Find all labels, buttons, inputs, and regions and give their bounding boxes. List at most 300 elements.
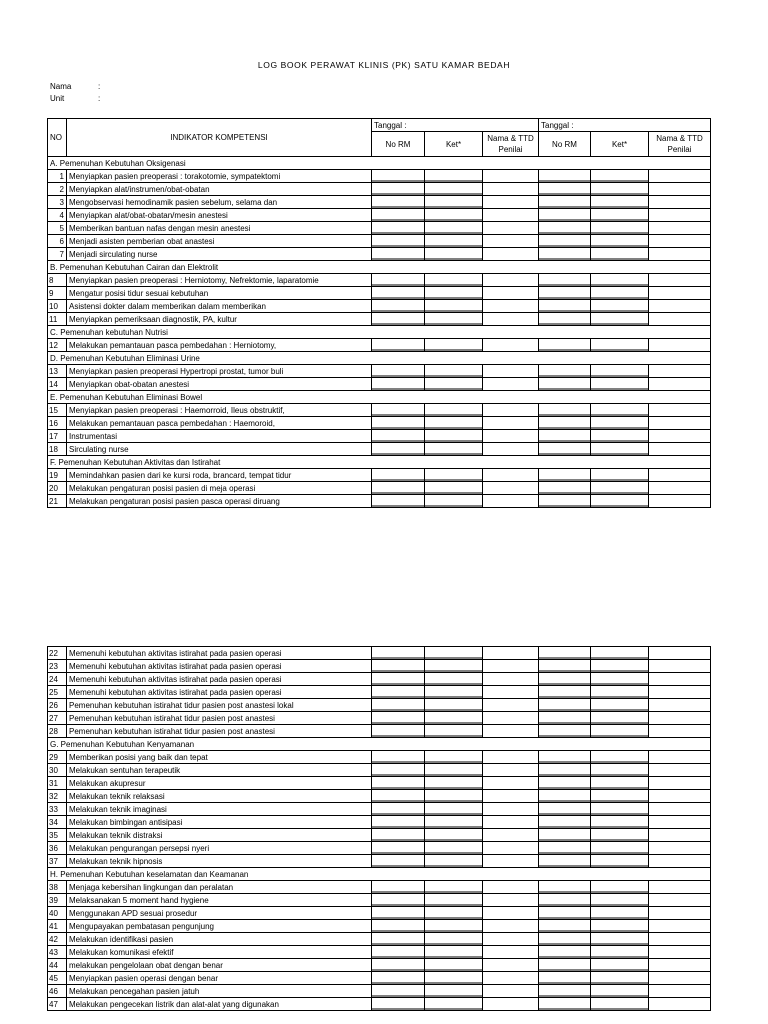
ket-cell[interactable] <box>591 183 649 196</box>
no-rm-cell[interactable] <box>372 235 425 248</box>
nama-ttd-cell[interactable] <box>649 946 711 959</box>
nama-ttd-cell[interactable] <box>649 712 711 725</box>
nama-ttd-cell[interactable] <box>483 855 539 868</box>
nama-ttd-cell[interactable] <box>649 313 711 326</box>
nama-ttd-cell[interactable] <box>649 764 711 777</box>
no-rm-cell[interactable] <box>539 183 591 196</box>
table-row <box>48 365 711 378</box>
ket-cell[interactable] <box>591 378 649 391</box>
ket-cell[interactable] <box>425 673 483 686</box>
nama-ttd-cell[interactable] <box>483 946 539 959</box>
ket-cell[interactable] <box>591 647 649 660</box>
ket-cell[interactable] <box>591 712 649 725</box>
no-rm-cell[interactable] <box>372 647 425 660</box>
nama-ttd-cell[interactable] <box>483 699 539 712</box>
ket-cell[interactable] <box>591 907 649 920</box>
no-rm-cell[interactable] <box>539 712 591 725</box>
no-rm-cell[interactable] <box>372 790 425 803</box>
ket-cell[interactable] <box>425 365 483 378</box>
ket-cell[interactable] <box>425 959 483 972</box>
ket-cell[interactable] <box>425 777 483 790</box>
no-rm-cell[interactable] <box>372 378 425 391</box>
nama-ttd-cell[interactable] <box>483 751 539 764</box>
nama-ttd-cell[interactable] <box>483 959 539 972</box>
no-rm-cell[interactable] <box>539 673 591 686</box>
no-rm-cell[interactable] <box>372 829 425 842</box>
no-rm-cell[interactable] <box>539 907 591 920</box>
nama-ttd-cell[interactable] <box>649 248 711 261</box>
ket-cell[interactable] <box>425 816 483 829</box>
no-rm-cell[interactable] <box>372 660 425 673</box>
ket-cell[interactable] <box>591 998 649 1011</box>
nama-ttd-cell[interactable] <box>649 495 711 508</box>
nama-ttd-cell[interactable] <box>649 274 711 287</box>
nama-ttd-cell[interactable] <box>649 855 711 868</box>
no-rm-cell[interactable] <box>539 816 591 829</box>
ket-cell[interactable] <box>591 803 649 816</box>
ket-cell[interactable] <box>591 959 649 972</box>
nama-ttd-cell[interactable] <box>483 790 539 803</box>
ket-cell[interactable] <box>591 482 649 495</box>
ket-cell[interactable] <box>425 248 483 261</box>
no-rm-cell[interactable] <box>539 235 591 248</box>
nama-ttd-cell[interactable] <box>483 170 539 183</box>
nama-ttd-cell[interactable] <box>483 842 539 855</box>
nama-ttd-cell[interactable] <box>649 907 711 920</box>
no-rm-cell[interactable] <box>539 469 591 482</box>
nama-ttd-cell[interactable] <box>483 686 539 699</box>
ket-cell[interactable] <box>591 313 649 326</box>
no-rm-cell[interactable] <box>539 170 591 183</box>
ket-cell[interactable] <box>591 287 649 300</box>
no-rm-cell[interactable] <box>539 196 591 209</box>
no-rm-cell[interactable] <box>372 686 425 699</box>
ket-cell[interactable] <box>425 378 483 391</box>
nama-ttd-cell[interactable] <box>483 300 539 313</box>
ket-cell[interactable] <box>591 673 649 686</box>
ket-cell[interactable] <box>591 764 649 777</box>
ket-cell[interactable] <box>425 417 483 430</box>
nama-ttd-cell[interactable] <box>483 287 539 300</box>
nama-ttd-cell[interactable] <box>649 985 711 998</box>
ket-cell[interactable] <box>425 482 483 495</box>
ket-cell[interactable] <box>425 972 483 985</box>
ket-cell[interactable] <box>591 660 649 673</box>
ket-cell[interactable] <box>591 920 649 933</box>
ket-cell[interactable] <box>425 998 483 1011</box>
ket-cell[interactable] <box>425 660 483 673</box>
nama-ttd-cell[interactable] <box>649 777 711 790</box>
no-rm-cell[interactable] <box>539 725 591 738</box>
nama-ttd-cell[interactable] <box>483 222 539 235</box>
ket-cell[interactable] <box>591 274 649 287</box>
no-rm-cell[interactable] <box>539 443 591 456</box>
nama-ttd-cell[interactable] <box>649 660 711 673</box>
ket-cell[interactable] <box>425 495 483 508</box>
ket-cell[interactable] <box>591 222 649 235</box>
ket-cell[interactable] <box>591 725 649 738</box>
ket-cell[interactable] <box>591 170 649 183</box>
no-rm-cell[interactable] <box>539 959 591 972</box>
table-row <box>48 469 711 482</box>
ket-cell[interactable] <box>425 946 483 959</box>
ket-cell[interactable] <box>425 686 483 699</box>
ket-cell[interactable] <box>425 894 483 907</box>
no-rm-cell[interactable] <box>372 469 425 482</box>
no-rm-cell[interactable] <box>539 777 591 790</box>
no-rm-cell[interactable] <box>372 482 425 495</box>
no-rm-cell[interactable] <box>372 274 425 287</box>
row-number: 32 <box>48 790 67 803</box>
ket-cell[interactable] <box>425 751 483 764</box>
no-rm-cell[interactable] <box>539 365 591 378</box>
ket-cell[interactable] <box>591 430 649 443</box>
ket-cell[interactable] <box>425 339 483 352</box>
nama-ttd-cell[interactable] <box>649 959 711 972</box>
no-rm-cell[interactable] <box>539 920 591 933</box>
ket-cell[interactable] <box>591 404 649 417</box>
no-rm-cell[interactable] <box>539 829 591 842</box>
ket-cell[interactable] <box>591 495 649 508</box>
no-rm-cell[interactable] <box>372 998 425 1011</box>
no-rm-cell[interactable] <box>372 933 425 946</box>
nama-ttd-cell[interactable] <box>483 196 539 209</box>
ket-cell[interactable] <box>425 699 483 712</box>
nama-ttd-cell[interactable] <box>649 300 711 313</box>
no-rm-cell[interactable] <box>372 803 425 816</box>
nama-ttd-cell[interactable] <box>649 699 711 712</box>
nama-ttd-cell[interactable] <box>483 235 539 248</box>
ket-cell[interactable] <box>425 183 483 196</box>
ket-cell[interactable] <box>425 404 483 417</box>
nama-ttd-cell[interactable] <box>649 647 711 660</box>
nama-ttd-cell[interactable] <box>649 235 711 248</box>
ket-cell[interactable] <box>425 443 483 456</box>
ket-cell[interactable] <box>591 751 649 764</box>
ket-cell[interactable] <box>425 764 483 777</box>
nama-ttd-cell[interactable] <box>483 469 539 482</box>
ket-cell[interactable] <box>425 209 483 222</box>
no-rm-cell[interactable] <box>372 985 425 998</box>
nama-ttd-cell[interactable] <box>649 894 711 907</box>
ket-cell[interactable] <box>425 907 483 920</box>
indikator-text: Melakukan teknik distraksi <box>67 829 372 842</box>
nama-ttd-cell[interactable] <box>483 430 539 443</box>
no-rm-cell[interactable] <box>539 946 591 959</box>
no-rm-cell[interactable] <box>539 764 591 777</box>
ket-cell[interactable] <box>591 209 649 222</box>
no-rm-cell[interactable] <box>372 712 425 725</box>
no-rm-cell[interactable] <box>372 222 425 235</box>
nama-ttd-cell[interactable] <box>483 339 539 352</box>
ket-cell[interactable] <box>425 300 483 313</box>
nama-ttd-cell[interactable] <box>483 673 539 686</box>
no-rm-cell[interactable] <box>372 313 425 326</box>
ket-cell[interactable] <box>425 313 483 326</box>
ket-cell[interactable] <box>425 274 483 287</box>
nama-ttd-cell[interactable] <box>483 764 539 777</box>
no-rm-cell[interactable] <box>539 647 591 660</box>
indikator-text: Menyiapkan pasien preoperasi Hypertropi prostat, tumor buli <box>67 365 372 378</box>
ket-cell[interactable] <box>591 443 649 456</box>
nama-ttd-cell[interactable] <box>483 274 539 287</box>
ket-cell[interactable] <box>425 430 483 443</box>
ket-cell[interactable] <box>425 829 483 842</box>
no-rm-cell[interactable] <box>539 751 591 764</box>
ket-cell[interactable] <box>591 339 649 352</box>
table-row <box>48 998 711 1011</box>
section-row <box>48 868 711 881</box>
ket-cell[interactable] <box>591 985 649 998</box>
nama-ttd-cell[interactable] <box>649 842 711 855</box>
no-rm-cell[interactable] <box>372 248 425 261</box>
no-rm-cell[interactable] <box>539 404 591 417</box>
no-rm-cell[interactable] <box>372 881 425 894</box>
no-rm-cell[interactable] <box>372 170 425 183</box>
no-rm-cell[interactable] <box>539 985 591 998</box>
no-rm-cell[interactable] <box>539 686 591 699</box>
no-rm-cell[interactable] <box>539 998 591 1011</box>
ket-cell[interactable] <box>425 170 483 183</box>
ket-cell[interactable] <box>591 248 649 261</box>
no-rm-cell[interactable] <box>539 894 591 907</box>
ket-cell[interactable] <box>591 469 649 482</box>
ket-cell[interactable] <box>425 933 483 946</box>
nama-ttd-cell[interactable] <box>649 404 711 417</box>
nama-ttd-cell[interactable] <box>483 183 539 196</box>
no-rm-cell[interactable] <box>539 495 591 508</box>
ket-cell[interactable] <box>591 972 649 985</box>
nama-ttd-cell[interactable] <box>483 985 539 998</box>
nama-ttd-cell[interactable] <box>483 365 539 378</box>
nama-ttd-cell[interactable] <box>649 287 711 300</box>
nama-ttd-cell[interactable] <box>483 209 539 222</box>
ket-cell[interactable] <box>425 287 483 300</box>
indikator-text: Mengupayakan pembatasan pengunjung <box>67 920 372 933</box>
ket-cell[interactable] <box>425 712 483 725</box>
unit-separator: : <box>98 94 101 103</box>
nama-ttd-cell[interactable] <box>649 417 711 430</box>
ket-cell[interactable] <box>425 881 483 894</box>
ket-cell[interactable] <box>425 235 483 248</box>
no-rm-cell[interactable] <box>372 183 425 196</box>
nama-ttd-cell[interactable] <box>649 482 711 495</box>
no-rm-cell[interactable] <box>372 365 425 378</box>
nama-ttd-cell[interactable] <box>483 248 539 261</box>
no-rm-cell[interactable] <box>372 894 425 907</box>
nama-ttd-cell[interactable] <box>649 998 711 1011</box>
nama-ttd-cell[interactable] <box>483 417 539 430</box>
ket-cell[interactable] <box>591 790 649 803</box>
nama-ttd-cell[interactable] <box>649 829 711 842</box>
nama-ttd-cell[interactable] <box>483 894 539 907</box>
ket-cell[interactable] <box>591 894 649 907</box>
nama-ttd-cell[interactable] <box>483 404 539 417</box>
no-rm-cell[interactable] <box>372 725 425 738</box>
ket-cell[interactable] <box>425 985 483 998</box>
no-rm-cell[interactable] <box>372 417 425 430</box>
no-rm-cell[interactable] <box>539 417 591 430</box>
row-number: 34 <box>48 816 67 829</box>
no-rm-cell[interactable] <box>372 404 425 417</box>
no-rm-cell[interactable] <box>539 313 591 326</box>
nama-ttd-cell[interactable] <box>649 196 711 209</box>
no-rm-cell[interactable] <box>372 972 425 985</box>
no-rm-cell[interactable] <box>539 300 591 313</box>
nama-ttd-cell[interactable] <box>483 777 539 790</box>
no-rm-cell[interactable] <box>539 855 591 868</box>
nama-ttd-cell[interactable] <box>483 313 539 326</box>
ket-cell[interactable] <box>591 855 649 868</box>
no-rm-cell[interactable] <box>539 222 591 235</box>
no-rm-cell[interactable] <box>539 790 591 803</box>
nama-ttd-cell[interactable] <box>649 183 711 196</box>
nama-ttd-cell[interactable] <box>649 803 711 816</box>
no-rm-cell[interactable] <box>372 300 425 313</box>
nama-ttd-cell[interactable] <box>649 430 711 443</box>
nama-ttd-cell[interactable] <box>483 816 539 829</box>
ket-cell[interactable] <box>591 196 649 209</box>
ket-cell[interactable] <box>591 300 649 313</box>
nama-ttd-cell[interactable] <box>483 482 539 495</box>
no-rm-cell[interactable] <box>539 339 591 352</box>
no-rm-cell[interactable] <box>539 482 591 495</box>
no-rm-cell[interactable] <box>372 764 425 777</box>
no-rm-cell[interactable] <box>539 209 591 222</box>
nama-ttd-cell[interactable] <box>483 907 539 920</box>
no-rm-cell[interactable] <box>372 699 425 712</box>
ket-cell[interactable] <box>591 417 649 430</box>
table-row <box>48 764 711 777</box>
nama-ttd-cell[interactable] <box>649 725 711 738</box>
nama-ttd-cell[interactable] <box>649 816 711 829</box>
nama-ttd-cell[interactable] <box>649 209 711 222</box>
no-rm-cell[interactable] <box>372 946 425 959</box>
ket-cell[interactable] <box>425 469 483 482</box>
nama-ttd-cell[interactable] <box>649 933 711 946</box>
no-rm-cell[interactable] <box>372 495 425 508</box>
row-number: 2 <box>48 183 67 196</box>
no-rm-cell[interactable] <box>372 196 425 209</box>
nama-ttd-cell[interactable] <box>649 378 711 391</box>
ket-cell[interactable] <box>425 790 483 803</box>
ket-cell[interactable] <box>425 647 483 660</box>
ket-cell[interactable] <box>591 235 649 248</box>
no-rm-cell[interactable] <box>372 430 425 443</box>
no-rm-cell[interactable] <box>539 803 591 816</box>
no-rm-cell[interactable] <box>372 751 425 764</box>
indikator-text: Mengatur posisi tidur sesuai kebutuhan <box>67 287 372 300</box>
ket-cell[interactable] <box>591 777 649 790</box>
ket-cell[interactable] <box>591 881 649 894</box>
nama-ttd-cell[interactable] <box>483 933 539 946</box>
nama-ttd-cell[interactable] <box>649 673 711 686</box>
no-rm-cell[interactable] <box>372 777 425 790</box>
no-rm-cell[interactable] <box>539 933 591 946</box>
ket-cell[interactable] <box>425 222 483 235</box>
ket-cell[interactable] <box>591 842 649 855</box>
nama-ttd-cell[interactable] <box>483 660 539 673</box>
ket-cell[interactable] <box>425 725 483 738</box>
ket-cell[interactable] <box>425 842 483 855</box>
nama-ttd-cell[interactable] <box>483 725 539 738</box>
nama-ttd-cell[interactable] <box>483 881 539 894</box>
ket-cell[interactable] <box>425 855 483 868</box>
nama-ttd-cell[interactable] <box>483 803 539 816</box>
nama-ttd-cell[interactable] <box>649 920 711 933</box>
ket-cell[interactable] <box>591 686 649 699</box>
ket-cell[interactable] <box>591 816 649 829</box>
ket-cell[interactable] <box>425 803 483 816</box>
no-rm-cell[interactable] <box>372 673 425 686</box>
nama-ttd-cell[interactable] <box>483 647 539 660</box>
indikator-text: Melakukan identifikasi pasien <box>67 933 372 946</box>
nama-ttd-cell[interactable] <box>649 365 711 378</box>
ket-cell[interactable] <box>425 920 483 933</box>
nama-ttd-cell[interactable] <box>649 443 711 456</box>
no-rm-cell[interactable] <box>372 842 425 855</box>
nama-ttd-cell[interactable] <box>649 686 711 699</box>
nama-ttd-cell[interactable] <box>483 443 539 456</box>
no-rm-cell[interactable] <box>539 430 591 443</box>
no-rm-cell[interactable] <box>372 907 425 920</box>
no-rm-cell[interactable] <box>372 920 425 933</box>
ket-cell[interactable] <box>425 196 483 209</box>
nama-ttd-cell[interactable] <box>649 222 711 235</box>
no-rm-cell[interactable] <box>372 855 425 868</box>
nama-ttd-cell[interactable] <box>483 998 539 1011</box>
row-number: 24 <box>48 673 67 686</box>
nama-ttd-cell[interactable] <box>483 829 539 842</box>
no-rm-cell[interactable] <box>539 972 591 985</box>
ket-cell[interactable] <box>591 365 649 378</box>
no-rm-cell[interactable] <box>539 287 591 300</box>
no-rm-cell[interactable] <box>372 287 425 300</box>
nama-ttd-cell[interactable] <box>649 972 711 985</box>
no-rm-cell[interactable] <box>539 274 591 287</box>
ket-cell[interactable] <box>591 933 649 946</box>
nama-ttd-cell[interactable] <box>483 712 539 725</box>
no-rm-cell[interactable] <box>539 842 591 855</box>
nama-ttd-cell[interactable] <box>483 378 539 391</box>
nama-ttd-cell[interactable] <box>649 339 711 352</box>
no-rm-cell[interactable] <box>539 660 591 673</box>
no-rm-cell[interactable] <box>372 959 425 972</box>
nama-ttd-cell[interactable] <box>649 469 711 482</box>
table-row <box>48 894 711 907</box>
no-rm-cell[interactable] <box>372 209 425 222</box>
no-rm-cell[interactable] <box>372 816 425 829</box>
nama-ttd-cell[interactable] <box>483 920 539 933</box>
ket-cell[interactable] <box>591 829 649 842</box>
ket-cell[interactable] <box>591 946 649 959</box>
no-rm-cell[interactable] <box>372 443 425 456</box>
nama-ttd-cell[interactable] <box>649 790 711 803</box>
no-rm-cell[interactable] <box>539 248 591 261</box>
no-rm-cell[interactable] <box>372 339 425 352</box>
nama-ttd-cell[interactable] <box>649 170 711 183</box>
nama-ttd-cell[interactable] <box>483 972 539 985</box>
no-rm-cell[interactable] <box>539 699 591 712</box>
no-rm-cell[interactable] <box>539 378 591 391</box>
nama-ttd-cell[interactable] <box>483 495 539 508</box>
ket-cell[interactable] <box>591 699 649 712</box>
nama-ttd-cell[interactable] <box>649 751 711 764</box>
row-number: 1 <box>48 170 67 183</box>
nama-ttd-cell[interactable] <box>649 881 711 894</box>
no-rm-cell[interactable] <box>539 881 591 894</box>
row-number: 8 <box>48 274 67 287</box>
